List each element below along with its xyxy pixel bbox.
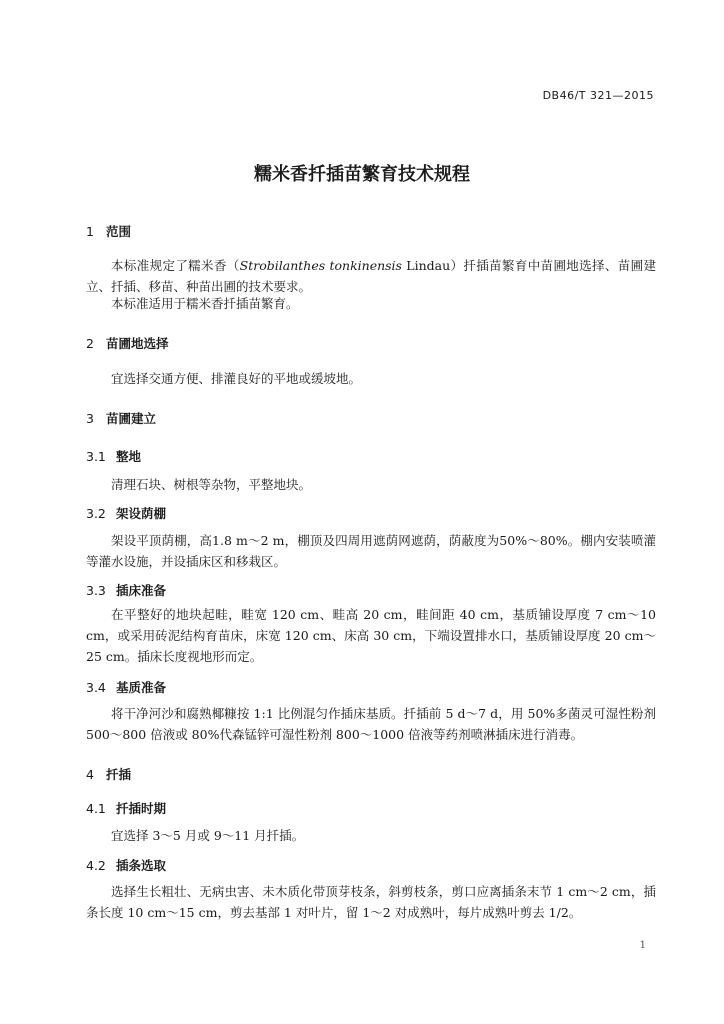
- standard-code: DB46/T 321—2015: [542, 89, 654, 102]
- text-run: 本标准规定了糯米香（: [111, 258, 240, 273]
- section-3-2-heading: [86, 504, 166, 522]
- section-3-4-heading: [86, 678, 166, 696]
- latin-name: Strobilanthes tonkinensis: [239, 258, 402, 273]
- section-1-paragraph-2: 本标准适用于糯米香扦插苗繁育。: [111, 296, 299, 311]
- section-number: 3.4: [86, 680, 106, 695]
- section-3-3-paragraph: 在平整好的地块起畦，畦宽 120 cm、畦高 20 cm，畦间距 40 cm，基质铺设厚度 7 cm～10 cm，或采用砖泥结构育苗床，床宽 120 cm、床高 30 cm，下端设置排水口，基质铺设厚度 20 cm～25 cm。插床长度视地形而定。: [86, 607, 656, 664]
- section-3-1-heading: [86, 447, 141, 465]
- section-4-2-heading: [86, 856, 166, 874]
- page-number: 1: [639, 940, 646, 951]
- section-title: 范围: [106, 224, 132, 239]
- document-title: 糯米香扦插苗繁育技术规程: [254, 164, 470, 185]
- section-4-1-heading: [86, 799, 166, 817]
- section-title: 扦插时期: [116, 801, 167, 816]
- section-3-3-heading: [86, 581, 166, 599]
- section-title: 插床准备: [116, 583, 167, 598]
- section-title: 架设荫棚: [116, 506, 167, 521]
- section-3-4-paragraph: 将干净河沙和腐熟椰糠按 1:1 比例混匀作插床基质。扦插前 5 d～7 d，用 50%多菌灵可湿性粉剂 500～800 倍液或 80%代森锰锌可湿性粉剂 800～1000 倍液等药剂喷淋插床进行消毒。: [86, 706, 656, 742]
- section-number: 3: [86, 411, 94, 426]
- section-2-paragraph: 宜选择交通方便、排灌良好的平地或缓坡地。: [111, 371, 362, 386]
- section-title: 扦插: [106, 767, 132, 782]
- section-number: 3.3: [86, 583, 106, 598]
- section-4-heading: [86, 765, 131, 783]
- section-number: 4: [86, 767, 94, 782]
- section-4-1-paragraph: 宜选择 3～5 月或 9～11 月扦插。: [111, 828, 305, 843]
- section-3-heading: [86, 409, 156, 427]
- section-number: 3.2: [86, 506, 106, 521]
- section-title: 基质准备: [116, 680, 167, 695]
- section-1-paragraph-1: [86, 255, 656, 297]
- section-title: 苗圃地选择: [106, 336, 169, 351]
- section-title: 插条选取: [116, 858, 167, 873]
- section-number: 2: [86, 336, 94, 351]
- section-2-heading: [86, 334, 169, 352]
- section-4-2-paragraph: 选择生长粗壮、无病虫害、未木质化带顶芽枝条，斜剪枝条，剪口应离插条末节 1 cm～2 cm，插条长度 10 cm～15 cm，剪去基部 1 对叶片，留 1～2 对成熟叶，每片成熟叶剪去 1/2。: [86, 884, 656, 920]
- section-number: 4.2: [86, 858, 106, 873]
- section-number: 3.1: [86, 449, 106, 464]
- text-run: Lindau）扦插苗繁育中苗圃地选择、苗圃建立、扦插、移苗、种苗出圃的技术要求。: [86, 258, 656, 294]
- section-number: 4.1: [86, 801, 106, 816]
- section-3-2-paragraph: 架设平顶荫棚，高1.8 m～2 m，棚顶及四周用遮荫网遮荫，荫蔽度为50%～80%。棚内安装喷灌等灌水设施，并设插床区和移栽区。: [86, 533, 656, 569]
- section-title: 整地: [116, 449, 142, 464]
- section-number: 1: [86, 224, 94, 239]
- section-1-heading: [86, 222, 131, 240]
- section-3-1-paragraph: 清理石块、树根等杂物，平整地块。: [111, 477, 312, 492]
- section-title: 苗圃建立: [106, 411, 157, 426]
